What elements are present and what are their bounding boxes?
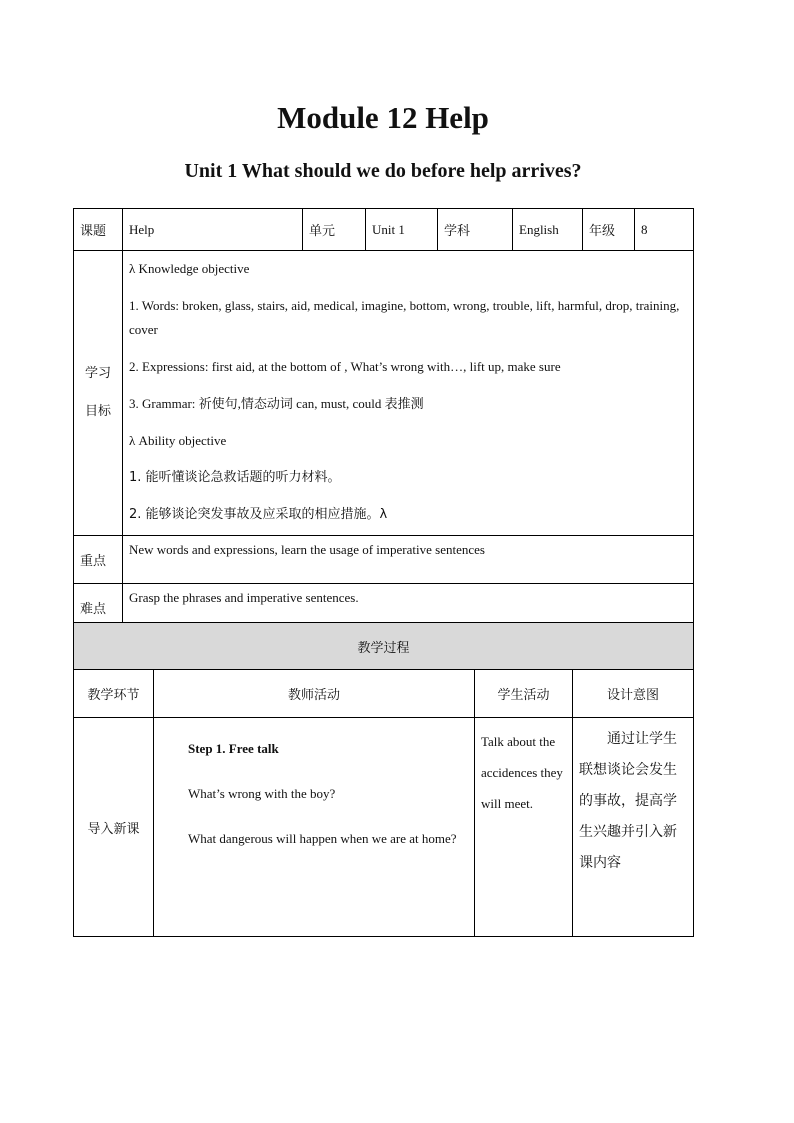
difficulty-text: Grasp the phrases and imperative sentences.	[123, 584, 694, 632]
teacher-question-2: What dangerous will happen when we are at home?	[188, 831, 457, 846]
teacher-question-1: What’s wrong with the boy?	[188, 786, 336, 801]
ability-objective-1: 1. 能听懂谈论急救话题的听力材料。	[129, 470, 341, 485]
subject-value: English	[513, 209, 583, 251]
objective-words: 1. Words: broken, glass, stairs, aid, medical, imagine, bottom, wrong, trouble, lift, harmful, drop, training, cover	[129, 298, 680, 337]
subject-label: 学科	[438, 209, 513, 251]
process-header-row	[74, 623, 694, 670]
column-header-teacher: 教师活动	[154, 670, 475, 718]
grade-label: 年级	[583, 209, 635, 251]
design-intent-cell: 通过让学生联想谈论会发生的事故，提高学生兴趣并引入新课内容	[573, 718, 694, 937]
column-header-stage: 教学环节	[74, 670, 154, 718]
column-header-student: 学生活动	[475, 670, 573, 718]
page-subtitle: Unit 1 What should we do before help arrives?	[184, 160, 582, 182]
grade-value: 8	[635, 209, 694, 251]
objectives-content	[123, 251, 694, 536]
objectives-label-line-1: 学习	[84, 366, 111, 381]
unit-label: 单元	[303, 209, 366, 251]
page-title: Module 12 Help	[277, 100, 489, 135]
column-header-intent: 设计意图	[573, 670, 694, 718]
process-header: 教学过程	[74, 623, 694, 670]
info-row	[74, 209, 694, 251]
unit-value: Unit 1	[366, 209, 438, 251]
table-row	[74, 718, 694, 937]
key-point-label: 重点	[74, 536, 123, 584]
teacher-step: Step 1. Free talk	[188, 741, 279, 756]
topic-value: Help	[123, 209, 303, 251]
objectives-label-line-2: 目标	[84, 404, 111, 419]
objective-expressions: 2. Expressions: first aid, at the bottom of , What’s wrong with…, lift up, make sure	[129, 359, 561, 374]
teaching-process-table	[73, 622, 694, 937]
ability-heading: λ Ability objective	[129, 433, 227, 448]
key-point-text: New words and expressions, learn the usage of imperative sentences	[123, 536, 694, 584]
knowledge-heading: λ Knowledge objective	[129, 261, 250, 276]
objectives-row	[74, 251, 694, 536]
lesson-info-table	[73, 208, 694, 632]
difficulty-label: 难点	[74, 584, 123, 632]
objective-grammar: 3. Grammar: 祈使句,情态动词 can, must, could 表推测	[129, 396, 424, 411]
column-header-row	[74, 670, 694, 718]
student-activity-cell: Talk about the accidences they will meet.	[475, 718, 573, 937]
topic-label: 课题	[74, 209, 123, 251]
ability-objective-2: 2. 能够谈论突发事故及应采取的相应措施。λ	[129, 507, 388, 522]
teacher-activity-cell	[154, 718, 475, 937]
key-point-row	[74, 536, 694, 584]
stage-cell: 导入新课	[74, 718, 154, 937]
objectives-label	[74, 251, 123, 536]
